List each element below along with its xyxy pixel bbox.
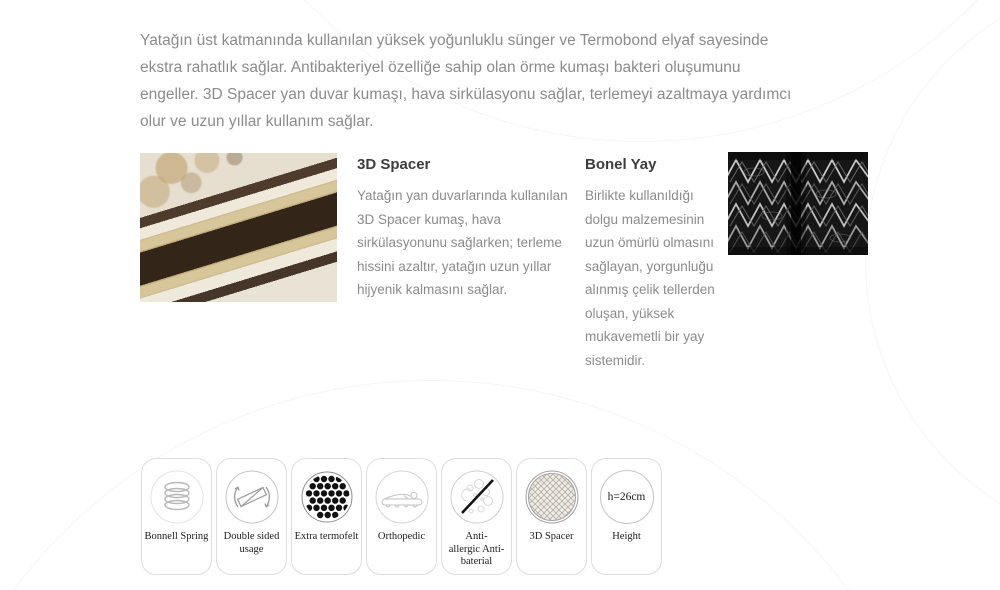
feature-badges-row <box>141 458 662 575</box>
termofelt-icon <box>298 468 356 526</box>
intro-paragraph: Yatağın üst katmanında kullanılan yüksek yoğunluklu sünger ve Termobond elyaf sayesinde ekstra rahatlık sağlar. Antibakteriyel özelliğe sahip olan örme kumaşı bakteri oluşumunu engeller. 3D Spacer yan duvar kumaşı, hava sirkülasyonu sağlar, terlemeyi azaltmaya yardımcı olur ve uzun yıllar kullanım sağlar. <box>140 31 792 130</box>
badge-label: Anti- allergic Anti- baterial <box>448 531 505 567</box>
badge-height <box>591 458 662 575</box>
badge-orthopedic <box>366 458 437 575</box>
badge-anti-allergic <box>441 458 512 575</box>
feature-bonel-yay <box>585 156 723 372</box>
feature-title: Bonel Yay <box>585 156 657 173</box>
badge-label: Double sided usage <box>223 531 280 555</box>
badge-double-sided <box>216 458 287 575</box>
bonnell-springs-image <box>728 152 868 255</box>
badge-3d-spacer <box>516 458 587 575</box>
bonnell-spring-icon <box>148 468 206 526</box>
background-arc <box>865 0 1000 547</box>
feature-body: Birlikte kullanıldığı dolgu malzemesinin uzun ömürlü olmasını sağlayan, yorgunluğu alınmış çelik tellerden oluşan, yüksek mukavemetli bir yay sistemidir. <box>585 188 715 368</box>
badge-bonnell-spring <box>141 458 212 575</box>
feature-title: 3D Spacer <box>357 156 431 173</box>
height-icon <box>598 468 656 526</box>
badge-termofelt <box>291 458 362 575</box>
badge-label: 3D Spacer <box>529 531 574 542</box>
badge-label: Height <box>612 531 641 542</box>
badge-label: Orthopedic <box>377 531 426 542</box>
double-sided-icon <box>223 468 281 526</box>
height-value: h=26cm <box>607 491 646 503</box>
badge-label: Extra termofelt <box>294 531 359 542</box>
feature-body: Yatağın yan duvarlarında kullanılan 3D Spacer kumaş, hava sirkülasyonunu sağlarken; terleme hissini azaltır, yatağın uzun yıllar hijyenik kalmasını sağlar. <box>357 188 568 297</box>
badge-label: Bonnell Spring <box>144 531 209 542</box>
anti-allergic-icon <box>448 468 506 526</box>
height-circle <box>600 470 654 524</box>
mattress-side-image <box>140 153 337 302</box>
mattress-floral-pattern <box>140 153 337 302</box>
orthopedic-icon <box>373 468 431 526</box>
feature-3d-spacer <box>357 156 570 302</box>
spacer-3d-icon <box>523 468 581 526</box>
